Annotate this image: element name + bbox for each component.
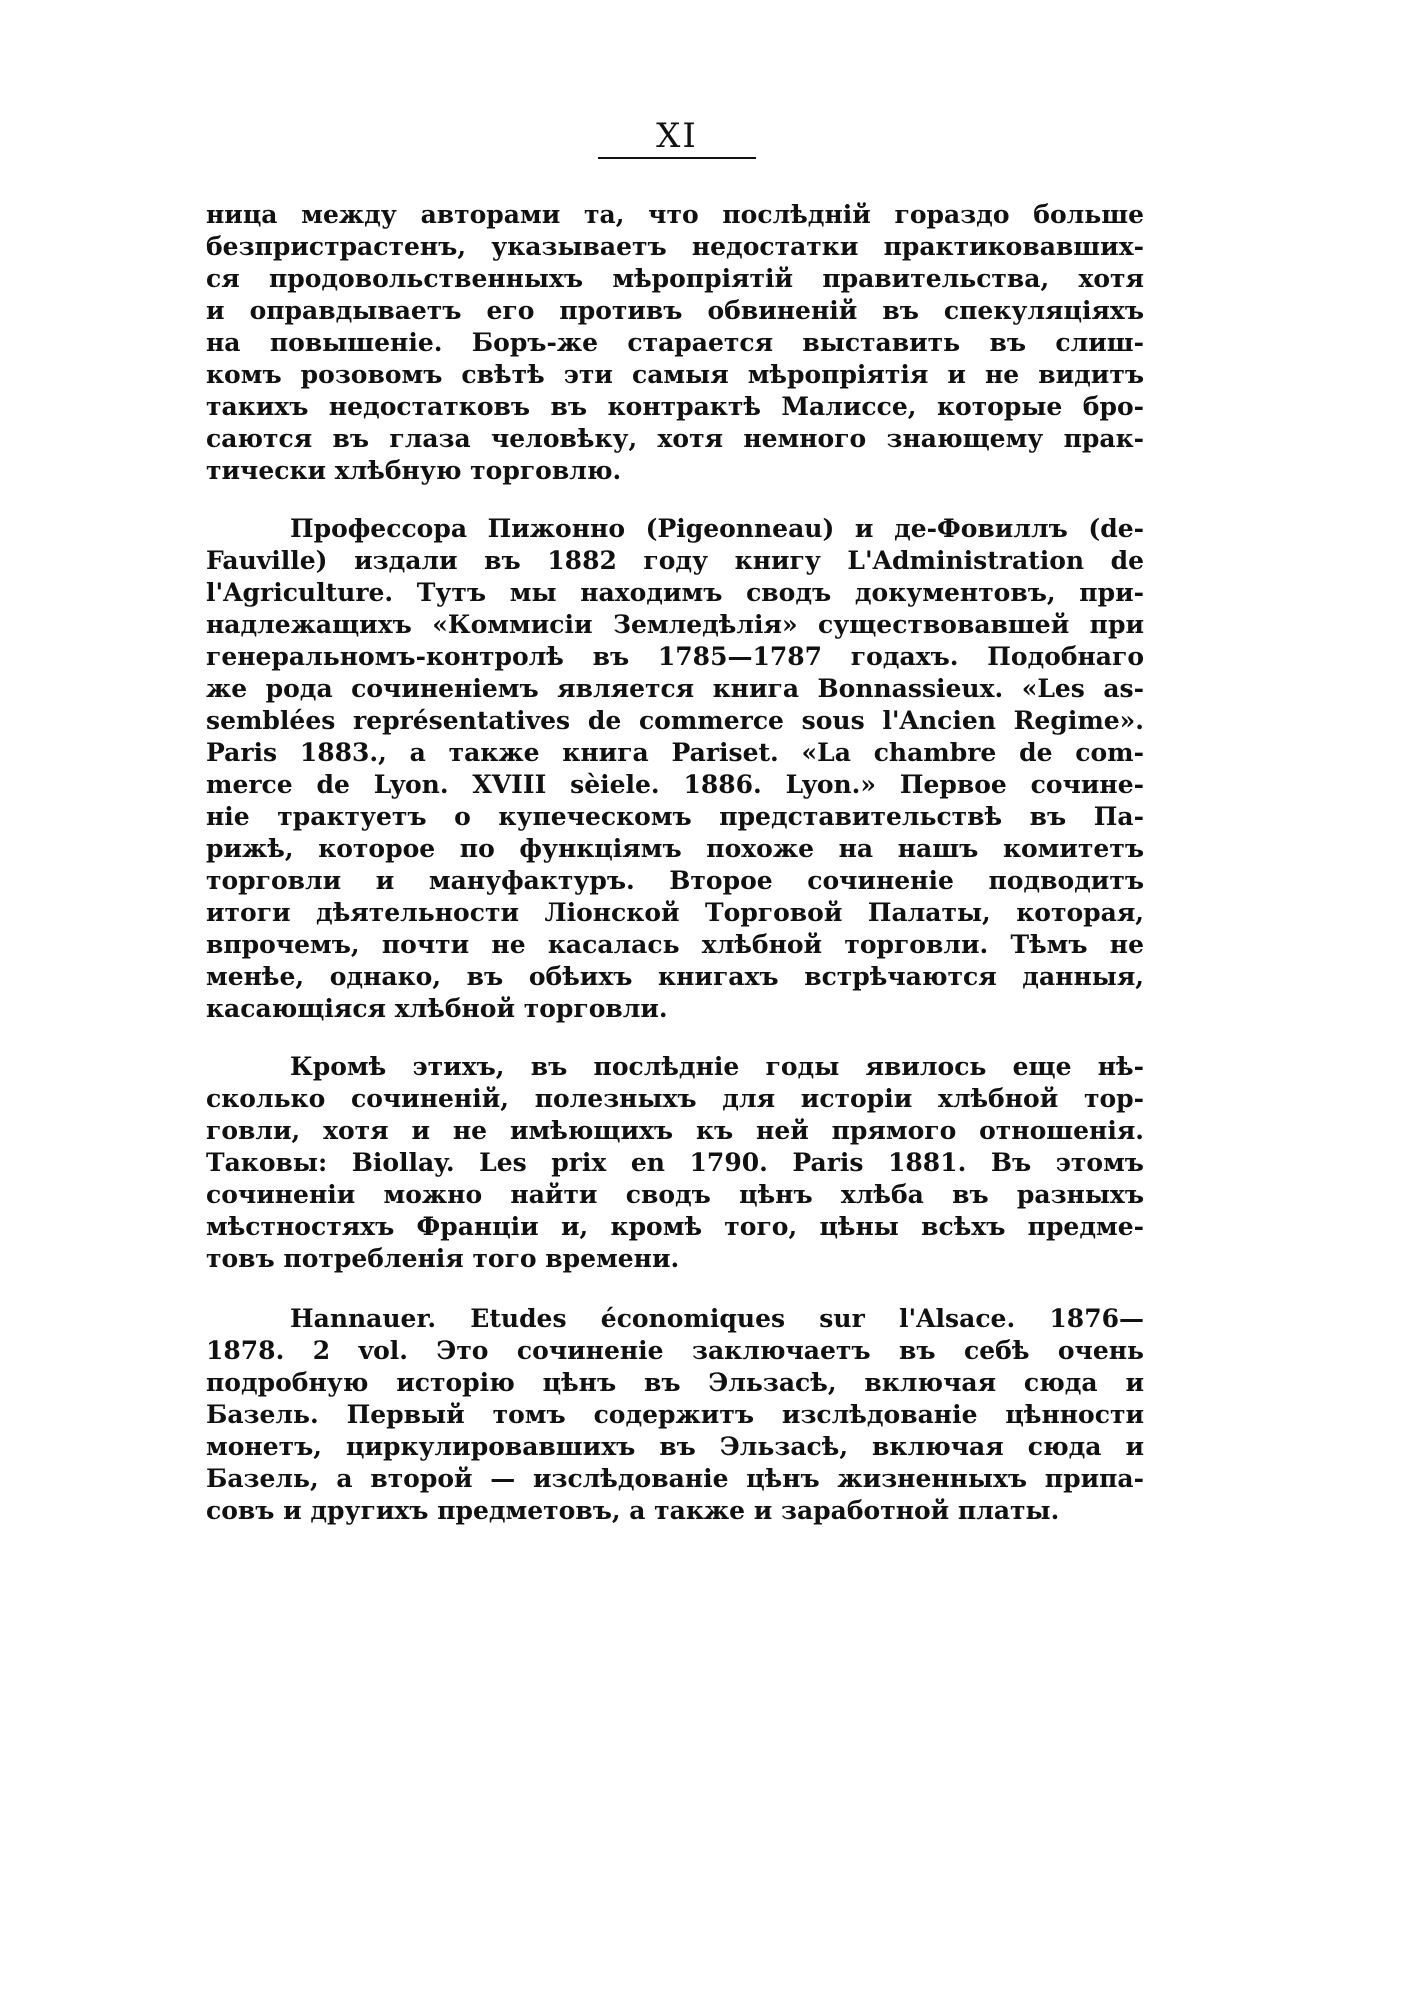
text-line: впрочемъ, почти не касалась хлѣбной торговли. Тѣмъ не xyxy=(206,930,1144,959)
text-line: сочиненiи можно найти сводъ цѣнъ хлѣба въ разныхъ xyxy=(206,1180,1144,1209)
text-line: Профессора Пижонно (Pigeonneau) и де-Фовиллъ (de- xyxy=(290,514,1144,543)
text-line: говли, хотя и не имѣющихъ къ ней прямого отношенiя. xyxy=(206,1116,1144,1145)
text-line: нiе трактуетъ о купеческомъ представительствѣ въ Па- xyxy=(206,802,1144,831)
header-rule xyxy=(598,157,756,159)
text-line: комъ розовомъ свѣтѣ эти самыя мѣропрiятiя и не видитъ xyxy=(206,360,1144,389)
text-line: рижѣ, которое по функцiямъ похоже на нашъ комитетъ xyxy=(206,834,1144,863)
page-number: XI xyxy=(656,116,698,156)
text-line: ница между авторами та, что послѣднiй гораздо больше xyxy=(206,200,1144,229)
text-line: касающiяся хлѣбной торговли. xyxy=(206,994,668,1023)
text-line: генеральномъ-контролѣ въ 1785—1787 годахъ. Подобнаго xyxy=(206,642,1144,671)
text-line: semblées représentatives de commerce sous l'Ancien Regime». xyxy=(206,706,1144,735)
text-line: тически хлѣбную торговлю. xyxy=(206,456,622,485)
text-line: сколько сочиненiй, полезныхъ для исторiи хлѣбной тор- xyxy=(206,1084,1144,1113)
text-line: монетъ, циркулировавшихъ въ Эльзасѣ, включая сюда и xyxy=(206,1432,1144,1461)
text-line: надлежащихъ «Коммисiи Земледѣлiя» существовавшей при xyxy=(206,610,1144,639)
text-line: l'Agriculture. Тутъ мы находимъ сводъ документовъ, при- xyxy=(206,578,1144,607)
text-line: товъ потребленiя того времени. xyxy=(206,1244,680,1273)
text-line: Кромѣ этихъ, въ послѣднiе годы явилось еще нѣ- xyxy=(290,1052,1144,1081)
text-line: 1878. 2 vol. Это сочиненiе заключаетъ въ себѣ очень xyxy=(206,1336,1144,1365)
text-line: Базель. Первый томъ содержитъ изслѣдованiе цѣнности xyxy=(206,1400,1144,1429)
text-line: Paris 1883., а также книга Pariset. «La chambre de com- xyxy=(206,738,1144,767)
text-line: совъ и другихъ предметовъ, а также и заработной платы. xyxy=(206,1496,1060,1525)
text-line: на повышенiе. Боръ-же старается выставить въ слиш- xyxy=(206,328,1144,357)
text-line: же рода сочиненiемъ является книга Bonnassieux. «Les as- xyxy=(206,674,1144,703)
text-line: Базель, а второй — изслѣдованiе цѣнъ жизненныхъ припа- xyxy=(206,1464,1144,1493)
text-line: саются въ глаза человѣку, хотя немного знающему прак- xyxy=(206,424,1144,453)
text-line: мѣстностяхъ Францiи и, кромѣ того, цѣны всѣхъ предме- xyxy=(206,1212,1144,1241)
text-line: такихъ недостатковъ въ контрактѣ Малиссе, которые бро- xyxy=(206,392,1144,421)
text-line: итоги дѣятельности Лiонской Торговой Палаты, которая, xyxy=(206,898,1144,927)
text-line: Hannauer. Etudes économiques sur l'Alsace. 1876— xyxy=(290,1304,1144,1333)
text-line: подробную исторiю цѣнъ въ Эльзасѣ, включая сюда и xyxy=(206,1368,1144,1397)
text-line: Fauville) издали въ 1882 году книгу L'Administration de xyxy=(206,546,1144,575)
text-line: торговли и мануфактуръ. Второе сочиненiе подводитъ xyxy=(206,866,1144,895)
text-line: ся продовольственныхъ мѣропрiятiй правительства, хотя xyxy=(206,264,1144,293)
text-line: безпристрастенъ, указываетъ недостатки практиковавших- xyxy=(206,232,1144,261)
text-line: merce de Lyon. XVIII sèiele. 1886. Lyon.» Первое сочине- xyxy=(206,770,1144,799)
text-line: Таковы: Biollay. Les prix en 1790. Paris 1881. Въ этомъ xyxy=(206,1148,1144,1177)
text-line: и оправдываетъ его противъ обвиненiй въ спекуляцiяхъ xyxy=(206,296,1144,325)
text-line: менѣе, однако, въ обѣихъ книгахъ встрѣчаются данныя, xyxy=(206,962,1144,991)
